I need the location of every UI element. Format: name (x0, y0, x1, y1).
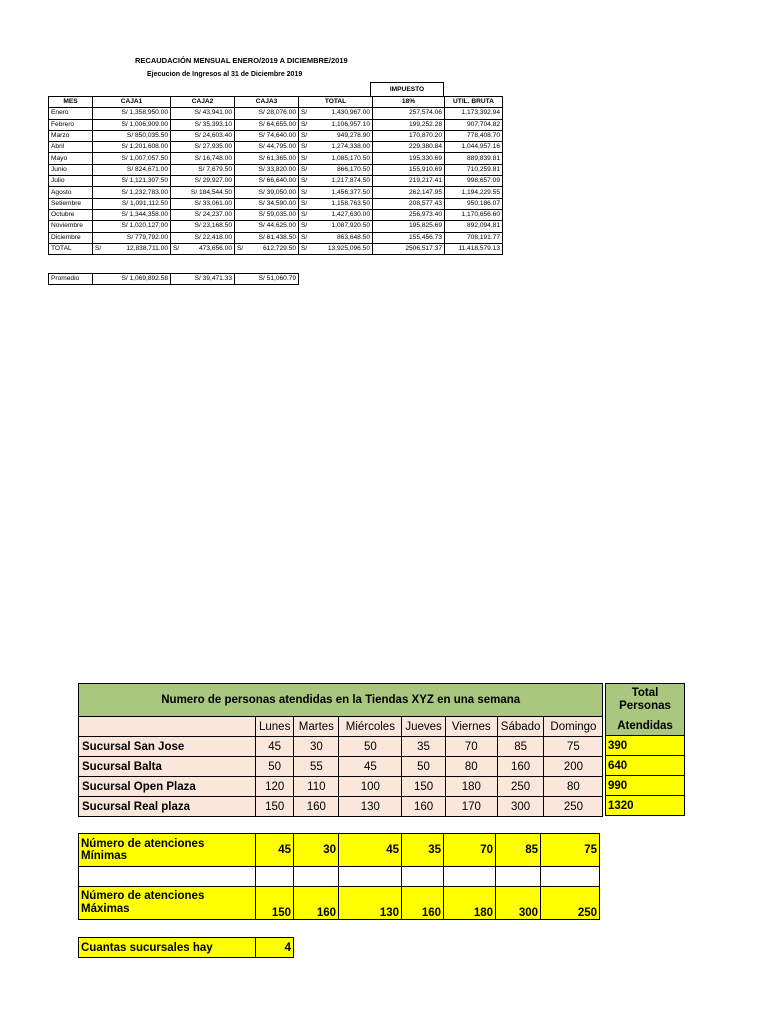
min-value: 30 (294, 834, 339, 867)
income-total-row (49, 243, 503, 254)
min-value: 35 (402, 834, 444, 867)
total-row (606, 736, 685, 756)
total-cell: 1,456,377.50 (311, 187, 373, 198)
max-value: 300 (496, 887, 541, 920)
total-cell: 863,648.50 (311, 232, 373, 243)
count-table (78, 937, 294, 958)
impuesto-cell: 208,577.43 (373, 198, 445, 209)
caja1-cell: S/ 1,232,783.00 (93, 187, 171, 198)
caja1-cell: S/ 1,344,358.00 (93, 209, 171, 220)
store-value: 300 (497, 797, 544, 817)
store-total: 640 (606, 756, 685, 776)
promedio-table (48, 273, 299, 285)
total-cell: 1,217,874.50 (311, 176, 373, 187)
caja2-cell: S/ 7,679.50 (171, 164, 235, 175)
promedio-row (49, 274, 299, 285)
caja3-cell: S/ 74,640.00 (235, 130, 299, 141)
caja2-cell: S/ 24,237.00 (171, 209, 235, 220)
impuesto-cell: 219,217.41 (373, 176, 445, 187)
caja3-cell: S/ 39,050.00 (235, 187, 299, 198)
income-row (49, 221, 503, 232)
count-value: 4 (256, 938, 294, 958)
impuesto-cell: 195,330.69 (373, 153, 445, 164)
currency-cell: S/ (299, 119, 311, 130)
total-currency: S/ (95, 245, 102, 252)
store-value: 80 (445, 757, 497, 777)
caja2-cell: S/ 22,418.00 (171, 232, 235, 243)
month-cell: Mayo (49, 153, 93, 164)
store-value: 70 (445, 737, 497, 757)
currency-cell: S/ (299, 187, 311, 198)
caja3-cell: S/ 44,625.00 (235, 221, 299, 232)
blank-cell (256, 867, 294, 887)
total-value: 473,656.00 (198, 245, 232, 252)
header-mes: MES (49, 97, 93, 108)
income-row (49, 198, 503, 209)
total-header-row (606, 684, 685, 717)
total-currency: S/ (173, 245, 180, 252)
min-value: 45 (339, 834, 402, 867)
total-c3 (235, 243, 299, 254)
util-cell: 1,194,229.55 (445, 187, 503, 198)
currency-cell: S/ (299, 108, 311, 119)
currency-cell: S/ (299, 130, 311, 141)
currency-cell: S/ (299, 142, 311, 153)
store-row (79, 777, 603, 797)
header-caja2: CAJA2 (171, 97, 235, 108)
store-value: 160 (402, 797, 445, 817)
caja3-cell: S/ 33,820.00 (235, 164, 299, 175)
impuesto-cell: 229,380.84 (373, 142, 445, 153)
total-cell: 1,158,763.50 (311, 198, 373, 209)
caja1-cell: S/ 850,035.50 (93, 130, 171, 141)
util-cell: 889,839.81 (445, 153, 503, 164)
impuesto-cell: 199,252.28 (373, 119, 445, 130)
total-value: 612,729.50 (262, 245, 296, 252)
caja3-cell: S/ 28,076.00 (235, 108, 299, 119)
max-value: 180 (444, 887, 496, 920)
caja3-cell: S/ 66,640.00 (235, 176, 299, 187)
month-cell: Junio (49, 164, 93, 175)
currency-cell: S/ (299, 198, 311, 209)
max-label-line2: Máximas (81, 903, 130, 915)
store-row (79, 737, 603, 757)
total-cell: 1,427,630.00 (311, 209, 373, 220)
impuesto-cell: 195,825.69 (373, 221, 445, 232)
day-header: Viernes (445, 717, 497, 737)
income-row (49, 130, 503, 141)
caja1-cell: S/ 1,020,127.00 (93, 221, 171, 232)
total-header-line3: Atendidas (606, 716, 685, 736)
days-header-blank (79, 717, 256, 737)
day-header: Martes (294, 717, 339, 737)
min-value: 85 (496, 834, 541, 867)
currency-cell: S/ (299, 164, 311, 175)
max-label (79, 887, 256, 920)
impuesto-cell: 257,574.06 (373, 108, 445, 119)
income-row (49, 142, 503, 153)
day-header: Jueves (402, 717, 445, 737)
day-header: Domingo (544, 717, 603, 737)
util-cell: 1,170,656.60 (445, 209, 503, 220)
impuesto-cell: 256,973.40 (373, 209, 445, 220)
max-label-line1: Número de atenciones (81, 890, 205, 902)
header-caja3: CAJA3 (235, 97, 299, 108)
blank-cell (444, 867, 496, 887)
days-header-row (79, 717, 603, 737)
month-cell: Enero (49, 108, 93, 119)
store-value: 35 (402, 737, 445, 757)
impuesto-cell: 262,147.95 (373, 187, 445, 198)
util-cell: 1,044,957.16 (445, 142, 503, 153)
income-row (49, 176, 503, 187)
caja1-cell: S/ 1,201,608.00 (93, 142, 171, 153)
util-cell: 892,094.81 (445, 221, 503, 232)
promedio-label: Promedio (49, 274, 93, 285)
blank-cell (541, 867, 600, 887)
header-util: UTIL. BRUTA (445, 97, 503, 108)
store-value: 85 (497, 737, 544, 757)
income-row (49, 108, 503, 119)
total-cell: 866,170.50 (311, 164, 373, 175)
store-value: 50 (402, 757, 445, 777)
caja1-cell: S/ 1,121,307.50 (93, 176, 171, 187)
caja3-cell: S/ 59,035.00 (235, 209, 299, 220)
caja1-cell: S/ 1,007,057.50 (93, 153, 171, 164)
day-header: Sábado (497, 717, 544, 737)
income-header-row (49, 97, 503, 108)
total-header-line1: Total (631, 687, 659, 699)
util-cell: 907,704.82 (445, 119, 503, 130)
store-name: Sucursal Open Plaza (79, 777, 256, 797)
report-subtitle: Ejecucion de Ingresos al 31 de Diciembre 2019 (147, 71, 303, 78)
min-value: 45 (256, 834, 294, 867)
impuesto-cell: 155,910.69 (373, 164, 445, 175)
store-value: 200 (544, 757, 603, 777)
persons-table (78, 683, 603, 817)
store-value: 55 (294, 757, 339, 777)
caja2-cell: S/ 16,748.00 (171, 153, 235, 164)
caja2-cell: S/ 27,935.00 (171, 142, 235, 153)
currency-cell: S/ (299, 209, 311, 220)
caja3-cell: S/ 64,655.00 (235, 119, 299, 130)
caja2-cell: S/ 29,927.00 (171, 176, 235, 187)
income-row (49, 187, 503, 198)
caja1-cell: S/ 1,091,112.50 (93, 198, 171, 209)
caja2-cell: S/ 43,941.00 (171, 108, 235, 119)
store-value: 160 (294, 797, 339, 817)
income-row (49, 209, 503, 220)
month-cell: Agosto (49, 187, 93, 198)
total-header-cell (606, 684, 685, 717)
impuesto-header: IMPUESTO (370, 82, 444, 96)
max-value: 250 (541, 887, 600, 920)
store-value: 30 (294, 737, 339, 757)
util-cell: 710,259.81 (445, 164, 503, 175)
promedio-caja1: S/ 1,069,892.58 (93, 274, 171, 285)
store-value: 150 (402, 777, 445, 797)
total-label: TOTAL (49, 243, 93, 254)
caja3-cell: S/ 61,365.00 (235, 153, 299, 164)
caja1-cell: S/ 1,006,909.00 (93, 119, 171, 130)
util-cell: 778,408.70 (445, 130, 503, 141)
max-value: 160 (402, 887, 444, 920)
store-value: 45 (256, 737, 294, 757)
promedio-caja2: S/ 39,471.33 (171, 274, 235, 285)
income-row (49, 232, 503, 243)
month-cell: Diciembre (49, 232, 93, 243)
header-impuesto: 18% (373, 97, 445, 108)
month-cell: Julio (49, 176, 93, 187)
caja3-cell: S/ 34,590.00 (235, 198, 299, 209)
total-row (606, 796, 685, 816)
blank-cell (79, 867, 256, 887)
max-value: 150 (256, 887, 294, 920)
income-row (49, 153, 503, 164)
caja3-cell: S/ 44,795.00 (235, 142, 299, 153)
store-value: 100 (339, 777, 402, 797)
caja3-cell: S/ 61,438.50 (235, 232, 299, 243)
total-c1 (93, 243, 171, 254)
util-cell: 1,173,392.94 (445, 108, 503, 119)
min-max-table (78, 833, 600, 920)
max-value: 160 (294, 887, 339, 920)
blank-row (79, 867, 600, 887)
income-row (49, 164, 503, 175)
total-impuesto-cell: 2506,517.37 (373, 243, 445, 254)
total-header-line2: Personas (619, 700, 671, 712)
total-c2 (171, 243, 235, 254)
total-persons-table (605, 683, 685, 816)
min-value: 70 (444, 834, 496, 867)
total-header-row-2 (606, 716, 685, 736)
store-name: Sucursal San Jose (79, 737, 256, 757)
store-value: 250 (497, 777, 544, 797)
total-cell: 1,430,967.00 (311, 108, 373, 119)
month-cell: Abril (49, 142, 93, 153)
store-value: 75 (544, 737, 603, 757)
currency-cell: S/ (299, 153, 311, 164)
total-cell: 1,085,170.50 (311, 153, 373, 164)
caja1-cell: S/ 1,358,950.00 (93, 108, 171, 119)
total-currency-cell: S/ (299, 243, 311, 254)
blank-cell (294, 867, 339, 887)
store-value: 180 (445, 777, 497, 797)
blank-cell (402, 867, 444, 887)
impuesto-cell: 170,870.20 (373, 130, 445, 141)
count-row (79, 938, 294, 958)
total-cell: 949,278.90 (311, 130, 373, 141)
total-cell: 1,087,920.50 (311, 221, 373, 232)
util-cell: 708,191.77 (445, 232, 503, 243)
caja2-cell: S/ 184,544.50 (171, 187, 235, 198)
store-value: 170 (445, 797, 497, 817)
total-row (606, 776, 685, 796)
min-value: 75 (541, 834, 600, 867)
caja2-cell: S/ 23,168.50 (171, 221, 235, 232)
currency-cell: S/ (299, 232, 311, 243)
total-util-cell: 11,418,579.13 (445, 243, 503, 254)
store-value: 120 (256, 777, 294, 797)
grand-total-cell: 13,925,096.50 (311, 243, 373, 254)
blank-cell (339, 867, 402, 887)
month-cell: Setiembre (49, 198, 93, 209)
store-value: 130 (339, 797, 402, 817)
total-row (606, 756, 685, 776)
store-value: 160 (497, 757, 544, 777)
util-cell: 998,657.09 (445, 176, 503, 187)
max-value: 130 (339, 887, 402, 920)
caja2-cell: S/ 33,061.00 (171, 198, 235, 209)
store-value: 50 (339, 737, 402, 757)
currency-cell: S/ (299, 176, 311, 187)
persons-title: Numero de personas atendidas en la Tiendas XYZ en una semana (79, 684, 603, 717)
store-value: 110 (294, 777, 339, 797)
store-value: 50 (256, 757, 294, 777)
total-value: 12,838,711.00 (126, 245, 168, 252)
persons-title-row (79, 684, 603, 717)
store-row (79, 797, 603, 817)
store-total: 990 (606, 776, 685, 796)
blank-cell (496, 867, 541, 887)
total-cell: 1,274,338.00 (311, 142, 373, 153)
income-row (49, 119, 503, 130)
header-total: TOTAL (299, 97, 373, 108)
store-name: Sucursal Real plaza (79, 797, 256, 817)
min-row (79, 834, 600, 867)
impuesto-cell: 155,456.73 (373, 232, 445, 243)
store-value: 80 (544, 777, 603, 797)
day-header: Lunes (256, 717, 294, 737)
income-table (48, 96, 503, 255)
util-cell: 950,186.07 (445, 198, 503, 209)
caja2-cell: S/ 35,393.10 (171, 119, 235, 130)
store-row (79, 757, 603, 777)
month-cell: Marzo (49, 130, 93, 141)
caja1-cell: S/ 779,792.00 (93, 232, 171, 243)
report-title: RECAUDACIÓN MENSUAL ENERO/2019 A DICIEMBRE/2019 (135, 56, 348, 65)
min-label: Número de atenciones Mínimas (79, 834, 256, 867)
store-total: 390 (606, 736, 685, 756)
store-value: 45 (339, 757, 402, 777)
total-currency: S/ (237, 245, 244, 252)
count-label: Cuantas sucursales hay (79, 938, 256, 958)
max-row (79, 887, 600, 920)
day-header: Miércoles (339, 717, 402, 737)
month-cell: Noviembre (49, 221, 93, 232)
promedio-caja3: S/ 51,060.79 (235, 274, 299, 285)
caja2-cell: S/ 24,603.40 (171, 130, 235, 141)
store-value: 250 (544, 797, 603, 817)
month-cell: Febrero (49, 119, 93, 130)
caja1-cell: S/ 824,671.00 (93, 164, 171, 175)
total-cell: 1,106,957.10 (311, 119, 373, 130)
store-name: Sucursal Balta (79, 757, 256, 777)
header-caja1: CAJA1 (93, 97, 171, 108)
store-total: 1320 (606, 796, 685, 816)
currency-cell: S/ (299, 221, 311, 232)
store-value: 150 (256, 797, 294, 817)
month-cell: Octubre (49, 209, 93, 220)
